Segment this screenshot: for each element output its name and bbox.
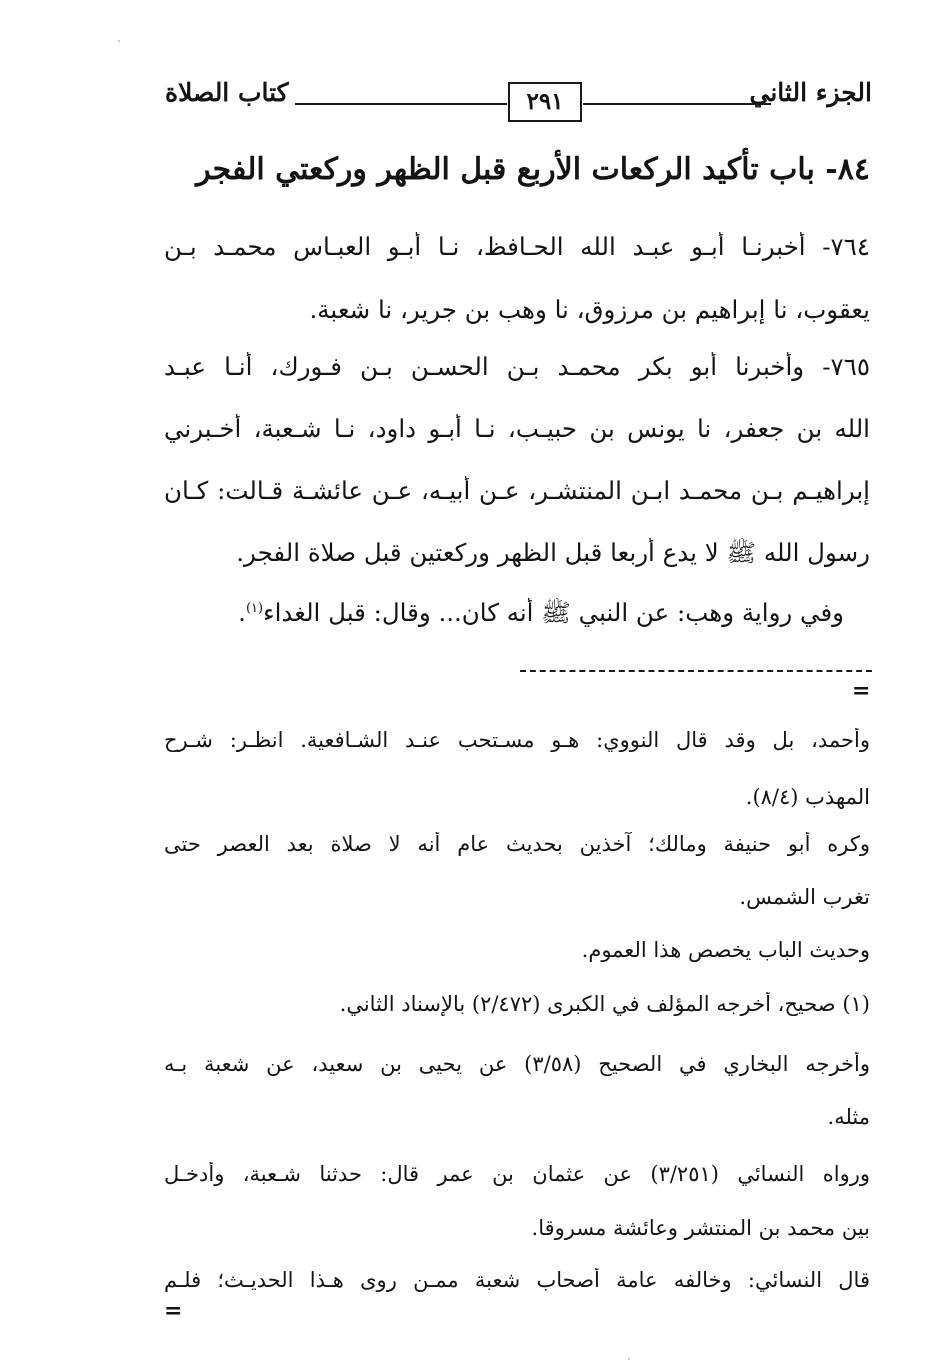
- header-part-title: الجزء الثاني: [749, 78, 872, 107]
- footnote-line: تغرب الشمس.: [739, 885, 870, 909]
- footnote-line: وكره أبو حنيفة ومالك؛ آخذين بحديث عام أنه لا صلاة بعد العصر حتى: [164, 832, 870, 856]
- main-text-last-body: وفي رواية وهب: عن النبي ﷺ أنه كان... وقال: قبل الغداء: [263, 598, 844, 627]
- main-text-line: رسول الله ﷺ لا يدع أربعا قبل الظهر وركعتين قبل صلاة الفجر.: [236, 538, 870, 567]
- footnote-line: المهذب (٨/٤).: [745, 785, 870, 809]
- footnote-line: ورواه النسائي (٣/٢٥١) عن عثمان بن عمر قال: حدثنا شـعبة، وأدخـل: [164, 1162, 870, 1186]
- main-text-last-line: [164, 598, 844, 634]
- page-number: ٢٩١: [508, 82, 582, 122]
- chapter-title: ٨٤- باب تأكيد الركعات الأربع قبل الظهر وركعتي الفجر: [196, 152, 870, 187]
- header-rule-right: [583, 103, 771, 105]
- footnote-line: قال النسائي: وخالفه عامة أصحاب شعبة ممـن روى هـذا الحديـث؛ فلـم: [164, 1268, 870, 1292]
- scan-speck: [118, 40, 120, 42]
- main-text-line: يعقوب، نا إبراهيم بن مرزوق، نا وهب بن جرير، نا شعبة.: [309, 295, 870, 324]
- header-book-title: كتاب الصلاة: [165, 78, 289, 107]
- footnote-reference: (١): [245, 600, 264, 616]
- footnote-continuation-mark: =: [852, 678, 871, 704]
- footnote-line: وحديث الباب يخصص هذا العموم.: [581, 938, 870, 962]
- header-rule-left: [295, 103, 507, 105]
- scan-speck: [628, 1358, 630, 1360]
- main-text-line: ٧٦٤- أخبرنـا أبـو عبـد الله الحـافظ، نـا أبـو العبـاس محمـد بـن: [164, 232, 870, 261]
- footnote-line: وأحمد، بل وقد قال النووي: هـو مسـتحب عنـد الشـافعية. انظـر: شـرح: [164, 728, 870, 752]
- footnote-line: وأخرجه البخاري في الصحيح (٣/٥٨) عن يحيى بن سعيد، عن شعبة بـه: [164, 1052, 870, 1076]
- main-text-last-end: .: [238, 598, 246, 627]
- main-text-line: ٧٦٥- وأخبرنا أبو بكر محمـد بـن الحسـن بـن فـورك، أنـا عبـد: [164, 352, 870, 381]
- footnote-line: (١) صحيح، أخرجه المؤلف في الكبرى (٢/٤٧٢) بالإسناد الثاني.: [339, 992, 870, 1016]
- footnote-separator: [520, 670, 872, 672]
- footnote-line: بين محمد بن المنتشر وعائشة مسروقا.: [531, 1216, 870, 1240]
- footnote-continuation-mark-bottom: =: [164, 1298, 183, 1324]
- footnote-line: مثله.: [827, 1105, 870, 1129]
- main-text-line: الله بن جعفر، نا يونس بن حبيـب، نـا أبـو داود، نـا شـعبة، أخـبرني: [164, 414, 870, 443]
- main-text-line: إبراهيـم بـن محمـد ابـن المنتشـر، عـن أبيـه، عـن عائشـة قـالت: كـان: [164, 476, 870, 505]
